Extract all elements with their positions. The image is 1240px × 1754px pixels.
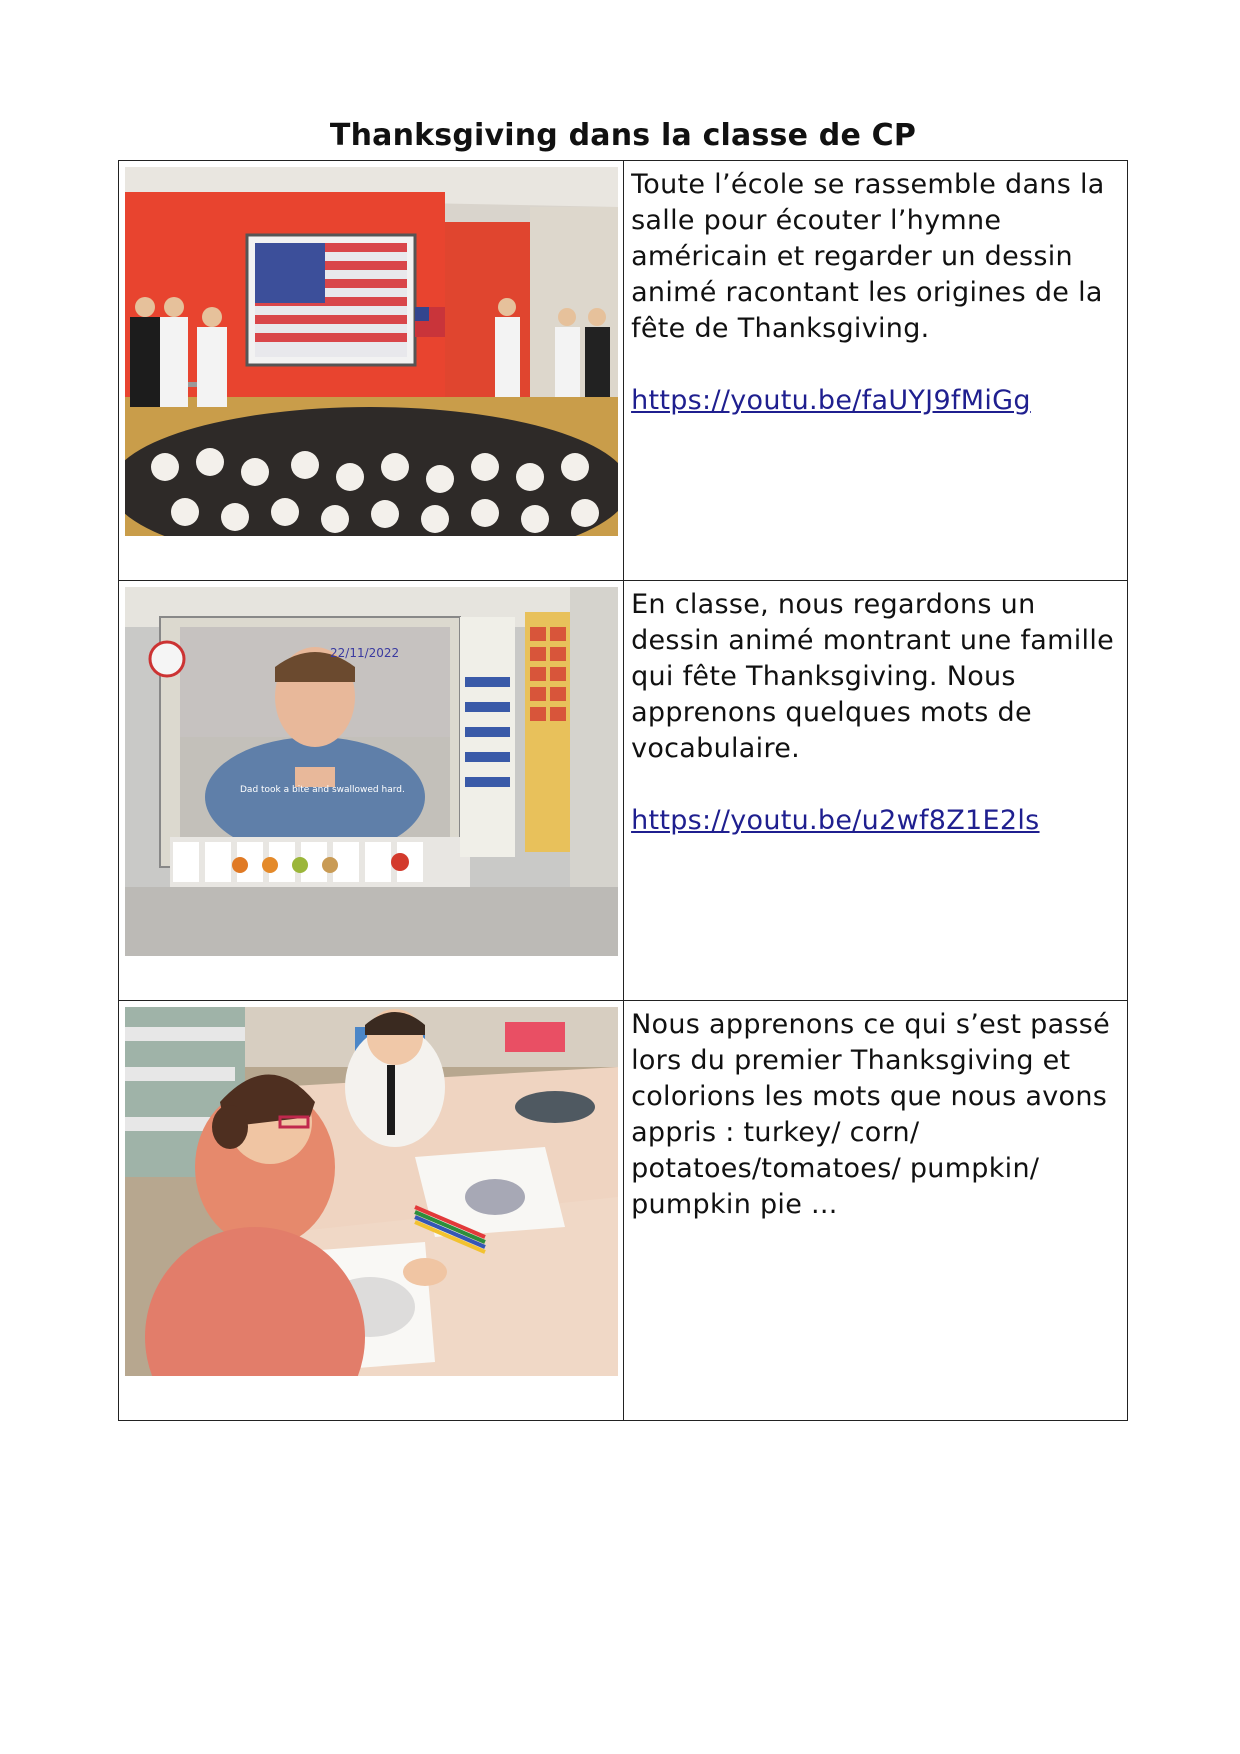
video-link[interactable]: https://youtu.be/faUYJ9fMiGg	[631, 385, 1031, 416]
table-row	[119, 161, 1128, 581]
photo-cell	[119, 161, 624, 581]
text-cell	[624, 1001, 1128, 1421]
description: En classe, nous regardons un dessin animé montrant une famille qui fête Thanksgiving. Nous apprenons quelques mots de vocabulaire.	[631, 589, 1115, 764]
coloring-activity-photo	[125, 1007, 618, 1376]
screen-caption: Dad took a bite and swallowed hard.	[240, 785, 405, 795]
video-link[interactable]: https://youtu.be/u2wf8Z1E2ls	[631, 805, 1040, 836]
table-row	[119, 581, 1128, 1001]
board-date: 22/11/2022	[330, 646, 400, 660]
text-cell	[624, 581, 1128, 1001]
activity-table	[118, 160, 1128, 1421]
photo-cell	[119, 581, 624, 1001]
photo-cell	[119, 1001, 624, 1421]
table-row	[119, 1001, 1128, 1421]
classroom-screen-photo	[125, 587, 618, 956]
text-cell	[624, 161, 1128, 581]
description: Toute l’école se rassemble dans la salle pour écouter l’hymne américain et regarder un dessin animé racontant les origines de la fête de Thanksgiving.	[631, 169, 1105, 344]
page-title: Thanksgiving dans la classe de CP	[329, 118, 917, 153]
description: Nous apprenons ce qui s’est passé lors du premier Thanksgiving et colorions les mots que nous avons appris : turkey/ corn/ potatoes/tomatoes/ pumpkin/ pumpkin pie ...	[631, 1009, 1111, 1220]
assembly-photo	[125, 167, 618, 536]
